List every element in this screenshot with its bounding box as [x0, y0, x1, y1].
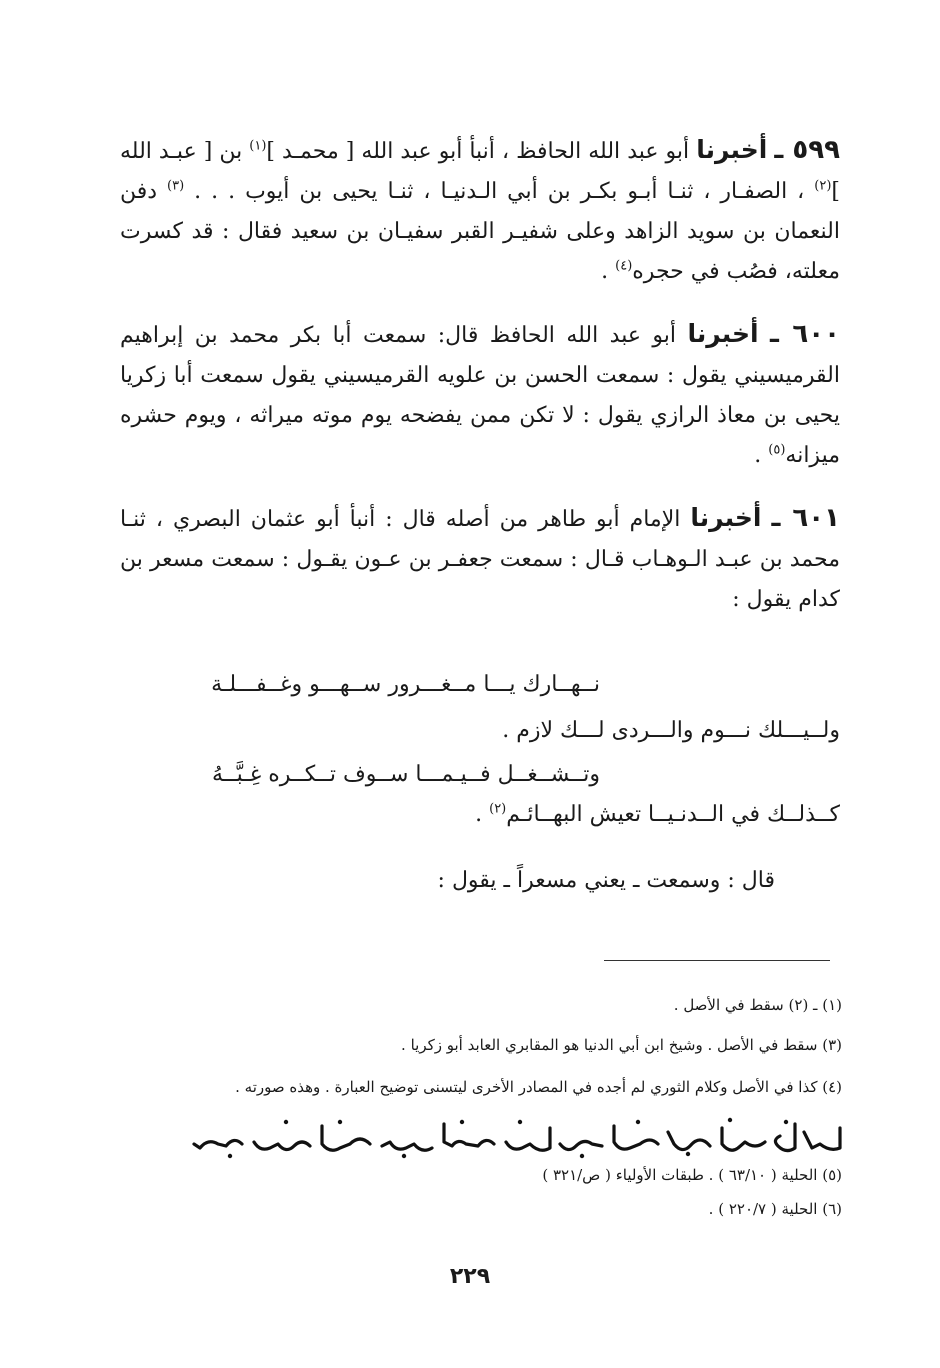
- entry-lead-word: أخبرنا: [687, 319, 759, 348]
- entry-text: .: [754, 443, 762, 468]
- footnote-item: (١) ـ (٢) سقط في الأصل .: [673, 996, 842, 1014]
- entry-text: دفن النعمان بن سويد الزاهد وعلى شفيـر القبر سفيـان بن سعيد فقال : قد كسرت معلته، فصُب في حجره: [120, 179, 840, 284]
- poem-line-2: ولــيـــلك نـــوم والـــردى لـــك لازم .: [502, 718, 840, 743]
- entry-lead-word: أخبرنا: [696, 135, 768, 164]
- page-number: ٢٢٩: [449, 1264, 491, 1289]
- poem-text: كــذلــك في الــدنـيــا تعيش البهــائـم: [506, 802, 840, 827]
- poem-end: .: [475, 802, 483, 827]
- footnote-marker: (٥): [768, 442, 786, 458]
- entry-number: ٦٠١ ـ: [771, 503, 840, 533]
- narration-line: قال : وسمعت ـ يعني مسعراً ـ يقول :: [437, 868, 775, 893]
- footnote-item: (٦) الحلية ( ٢٢٠/٧ ) .: [708, 1200, 842, 1218]
- entry-text: .: [601, 259, 609, 284]
- footnote-item: (٣) سقط في الأصل . وشيخ ابن أبي الدنيا هو المقابري العابد أبو زكريا .: [401, 1036, 842, 1054]
- entry-number: ٦٠٠ ـ: [770, 319, 840, 349]
- footnotes: [102, 0, 842, 1368]
- entry-text: ، الصفـار ، ثنـا أبـو بكـر بن أبي الـدنيـا ، ثنـا يحيى بن أيوب . . .: [194, 179, 805, 204]
- entry-lead-word: أخبرنا: [690, 503, 762, 532]
- footnote-marker: (٢): [814, 178, 832, 194]
- entry-text: أبو عبد الله الحافظ ، أنبأ أبو عبد الله [ محمـد ]: [266, 139, 690, 164]
- entry-text: الإمام أبو طاهر من أصله قال : أنبأ أبو عثمان البصري ، ثنـا محمد بن عبـد الـوهـاب قـال : سمعت جعفـر بن عـون يقـول : سمعت مسعر بن كدام يقول :: [120, 507, 840, 612]
- footnote-marker: (١): [249, 138, 267, 154]
- footnote-marker: (٢): [489, 801, 507, 817]
- footnote-marker: (٤): [615, 258, 633, 274]
- poem-line-3: وتــشــغــل فــيـمـــا ســوف تــكــره غِـبَّــهُ: [211, 762, 600, 787]
- entry-text: أبو عبد الله الحافظ قال: سمعت أبا بكر محمد بن إبراهيم القرميسيني يقول : سمعت الحسن بن علويه القرميسيني يقول سمعت أبا زكريا يحيى بن معاذ الرازي يقول : لا تكن ممن يفضحه يوم موته ميراثه ، ويوم حشره ميزانه: [120, 323, 840, 468]
- manuscript-excerpt-image: [190, 1114, 845, 1160]
- footnote-item: (٥) الحلية ( ٦٣/١٠ ) . طبقات الأولياء ( ص/٣٢١ ): [542, 1166, 842, 1184]
- entry-text: بن [ عبـد الله ]: [120, 139, 840, 204]
- poem-line-1: نــهــارك يـــا مــغـــرور ســهـــو وغــفـــلـة: [211, 672, 600, 697]
- footnote-marker: (٣): [167, 178, 185, 194]
- footnote-item: (٤) كذا في الأصل وكلام الثوري لم أجده في المصادر الأخرى ليتسنى توضيح العبارة . وهذه صورته .: [235, 1078, 842, 1096]
- entry-number: ٥٩٩ ـ: [774, 135, 840, 165]
